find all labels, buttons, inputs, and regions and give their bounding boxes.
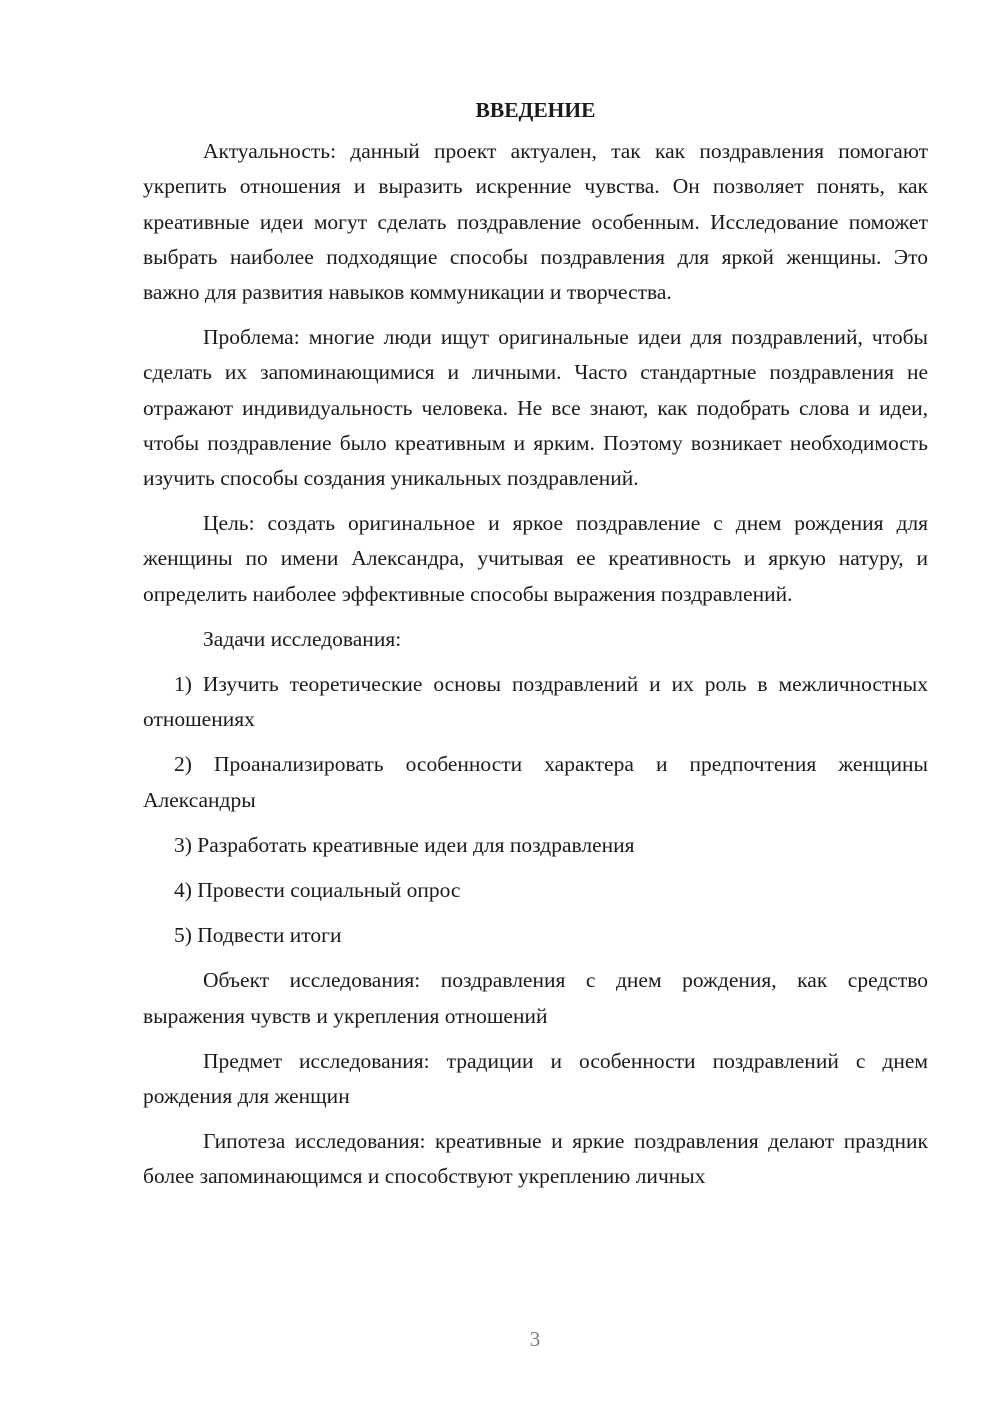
object-paragraph: Объект исследования: поздравления с днем рождения, как средство выражения чувств и укрепления отношений: [143, 968, 928, 1028]
task-item-5: 5) Подвести итоги: [174, 923, 342, 948]
task-item-4: 4) Провести социальный опрос: [174, 878, 461, 903]
hypothesis-paragraph: Гипотеза исследования: креативные и яркие поздравления делают праздник более запоминающимся и способствуют укреплению личных: [143, 1129, 928, 1189]
task-item-1: 1) Изучить теоретические основы поздравлений и их роль в межличностных отношениях: [143, 672, 928, 732]
subject-paragraph: Предмет исследования: традиции и особенности поздравлений с днем рождения для женщин: [143, 1048, 928, 1109]
page-number: 3: [529, 1327, 541, 1351]
task-item-3: 3) Разработать креативные идеи для поздравления: [174, 832, 635, 857]
task-item-2: 2) Проанализировать особенности характера и предпочтения женщины Александры: [143, 752, 928, 812]
goal-paragraph: Цель: создать оригинальное и яркое поздравление с днем рождения для женщины по имени Александра, учитывая ее креативность и яркую натуру, и определить наиболее эффективные способы выражения поздравлений.: [143, 511, 928, 606]
page-content: [143, 93, 928, 1205]
problem-paragraph: Проблема: многие люди ищут оригинальные идеи для поздравлений, чтобы сделать их запоминающимися и личными. Часто стандартные поздравления не отражают индивидуальность человека. Не все знают, как подобрать слова и идеи, чтобы поздравление было креативным и ярким. Поэтому возникает необходимость изучить способы создания уникальных поздравлений.: [143, 325, 928, 491]
relevance-paragraph: Актуальность: данный проект актуален, так как поздравления помогают укрепить отношения и выразить искренние чувства. Он позволяет понять, как креативные идеи могут сделать поздравление особенным. Исследование поможет выбрать наиболее подходящие способы поздравления для яркой женщины. Это важно для развития навыков коммуникации и творчества.: [143, 139, 928, 305]
tasks-heading: Задачи исследования:: [203, 626, 402, 651]
section-title: ВВЕДЕНИЕ: [475, 98, 596, 122]
